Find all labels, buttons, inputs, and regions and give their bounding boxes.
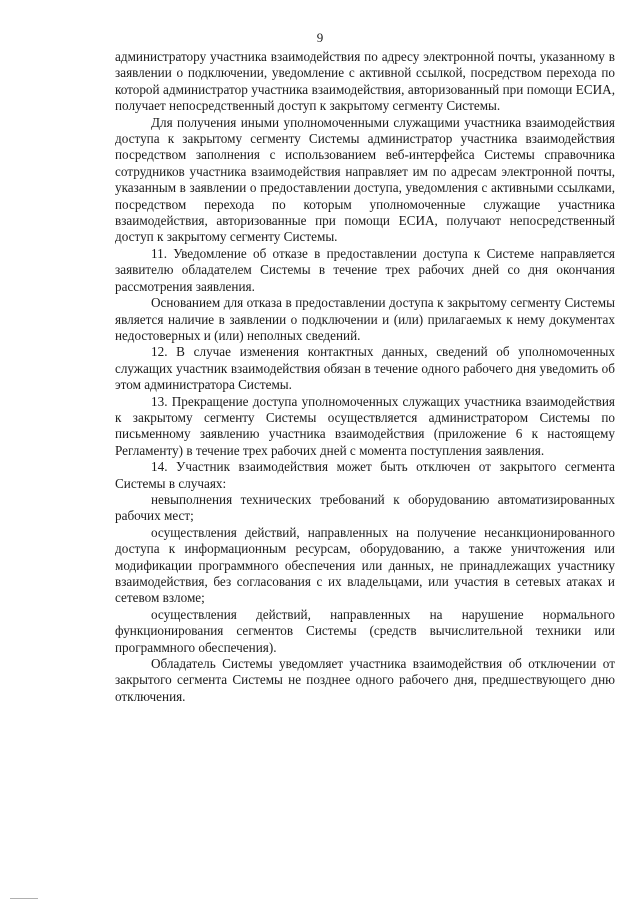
paragraph-case-unauthorized: осуществления действий, направленных на получение несанкционированного доступа к информационным ресурсам, оборудованию, а также уничтожения или модификации программного обеспечения или данных, не принадлежащих участнику взаимодействия, без согласования с их владельцами, или участия в сетевых атаках и сетевом взломе; bbox=[115, 524, 615, 606]
paragraph-continuation: администратору участника взаимодействия по адресу электронной почты, указанному в заявлении о подключении, уведомление с активной ссылкой, посредством перехода по которой администратор участника взаимодействия, авторизованный при помощи ЕСИА, получает непосредственный доступ к закрытому сегменту Системы. bbox=[115, 49, 615, 114]
paragraph-refusal-grounds: Основанием для отказа в предоставлении доступа к закрытому сегменту Системы является наличие в заявлении о подключении и (или) прилагаемых к нему документах недостоверных и (или) неполных сведений. bbox=[115, 295, 615, 343]
paragraph-case-disruption: осуществления действий, направленных на нарушение нормального функционирования сегментов Системы (средств вычислительной техники или программного обеспечения). bbox=[115, 606, 615, 655]
scan-edge-mark bbox=[10, 898, 38, 899]
paragraph-item-14: 14. Участник взаимодействия может быть отключен от закрытого сегмента Системы в случаях: bbox=[115, 459, 615, 491]
document-body bbox=[115, 49, 615, 705]
paragraph-notification: Обладатель Системы уведомляет участника взаимодействия об отключении от закрытого сегмента Системы не позднее одного рабочего дня, предшествующего дню отключения. bbox=[115, 656, 615, 704]
paragraph-item-11: 11. Уведомление об отказе в предоставлении доступа к Системе направляется заявителю обладателем Системы в течение трех рабочих дней со дня окончания рассмотрения заявления. bbox=[115, 245, 615, 294]
paragraph-item-13: 13. Прекращение доступа уполномоченных служащих участника взаимодействия к закрытому сегменту Системы осуществляется администратором Системы по письменному заявлению участника взаимодействия (приложение 6 к настоящему Регламенту) в течение трех рабочих дней с момента поступления заявления. bbox=[115, 393, 615, 458]
page-number: 9 bbox=[316, 30, 324, 45]
paragraph-access-other-staff: Для получения иными уполномоченными служащими участника взаимодействия доступа к закрытому сегменту Системы администратор участника взаимодействия посредством заполнения с использованием веб-интерфейса Системы справочника сотрудников участника взаимодействия направляет им по адресам электронной почты, указанным в заявлении о предоставлении доступа, уведомления с активными ссылками, посредством перехода по которым уполномоченные служащие участника взаимодействия, авторизованные при помощи ЕСИА, получают непосредственный доступ к закрытому сегменту Системы. bbox=[115, 114, 615, 245]
paragraph-case-technical: невыполнения технических требований к оборудованию автоматизированных рабочих мест; bbox=[115, 491, 615, 524]
paragraph-item-12: 12. В случае изменения контактных данных, сведений об уполномоченных служащих участник взаимодействия обязан в течение одного рабочего дня уведомить об этом администратора Системы. bbox=[115, 344, 615, 393]
